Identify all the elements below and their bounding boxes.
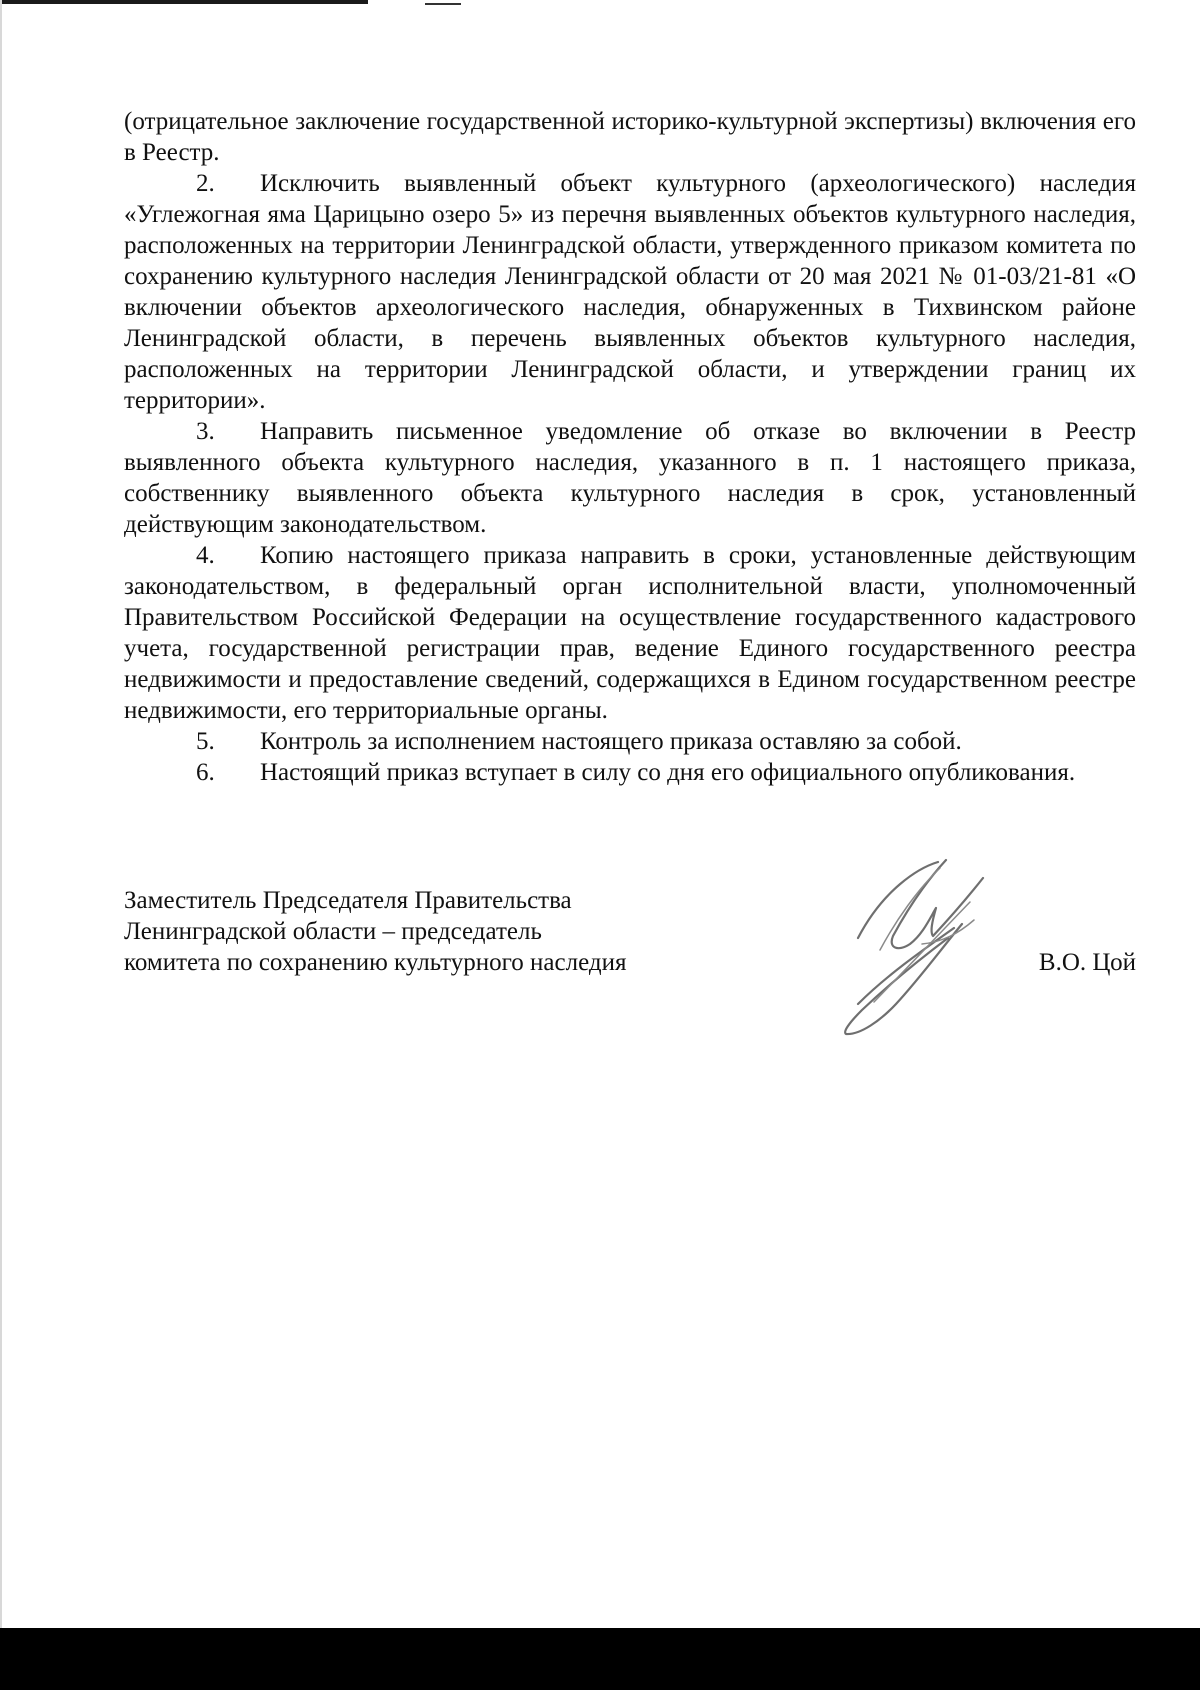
signature-stroke (845, 860, 983, 1034)
paragraph-text: Настоящий приказ вступает в силу со дня его официального опубликования. (260, 759, 1076, 786)
scan-top-mark (425, 3, 461, 5)
paragraph-number: 5. (196, 728, 215, 755)
scan-top-edge (0, 0, 368, 4)
paragraph-number: 4. (196, 542, 215, 569)
signatory-title-line: Ленинградской области – председатель (124, 918, 542, 945)
paragraph-item-4 (124, 540, 1136, 726)
signatory-title (124, 885, 784, 978)
handwritten-signature (838, 850, 1028, 1040)
paragraph-item-3 (124, 416, 1136, 540)
paragraph-text: Исключить выявленный объект культурного (археологического) наследия «Углежогная яма Царицыно озеро 5» из перечня выявленных объектов культурного наследия, расположенных на территории Ленинградской области, утвержденного приказом комитета по сохранению культурного наследия Ленинградской области от 20 мая 2021 № 01-03/21-81 «О включении объектов археологического наследия, обнаруженных в Тихвинском районе Ленинградской области, в перечень выявленных объектов культурного наследия, расположенных на территории Ленинградской области, и утверждении границ их территории». (124, 170, 1136, 414)
paragraph-item-5 (124, 726, 1136, 757)
signatory-title-line: Заместитель Председателя Правительства (124, 887, 572, 914)
signatory-title-line: комитета по сохранению культурного наследия (124, 949, 627, 976)
order-text (124, 106, 1136, 788)
scan-left-edge (0, 0, 2, 1630)
paragraph-continuation (124, 106, 1136, 168)
paragraph-item-2 (124, 168, 1136, 416)
paragraph-number: 6. (196, 759, 215, 786)
paragraph-text: Копию настоящего приказа направить в сроки, установленные действующим законодательством, в федеральный орган исполнительной власти, уполномоченный Правительством Российской Федерации на осуществление государственного кадастрового учета, государственной регистрации прав, ведение Единого государственного реестра недвижимости и предоставление сведений, содержащихся в Едином государственном реестре недвижимости, его территориальные органы. (124, 542, 1136, 724)
paragraph-text: (отрицательное заключение государственной историко-культурной экспертизы) включения его в Реестр. (124, 108, 1136, 166)
paragraph-number: 3. (196, 418, 215, 445)
paragraph-number: 2. (196, 170, 215, 197)
scan-bottom-border (0, 1628, 1200, 1690)
paragraph-text: Направить письменное уведомление об отказе во включении в Реестр выявленного объекта культурного наследия, указанного в п. 1 настоящего приказа, собственнику выявленного объекта культурного наследия в срок, установленный действующим законодательством. (124, 418, 1136, 538)
signatory-name: В.О. Цой (1038, 949, 1136, 976)
paragraph-item-6 (124, 757, 1136, 788)
paragraph-text: Контроль за исполнением настоящего приказа оставляю за собой. (260, 728, 962, 755)
